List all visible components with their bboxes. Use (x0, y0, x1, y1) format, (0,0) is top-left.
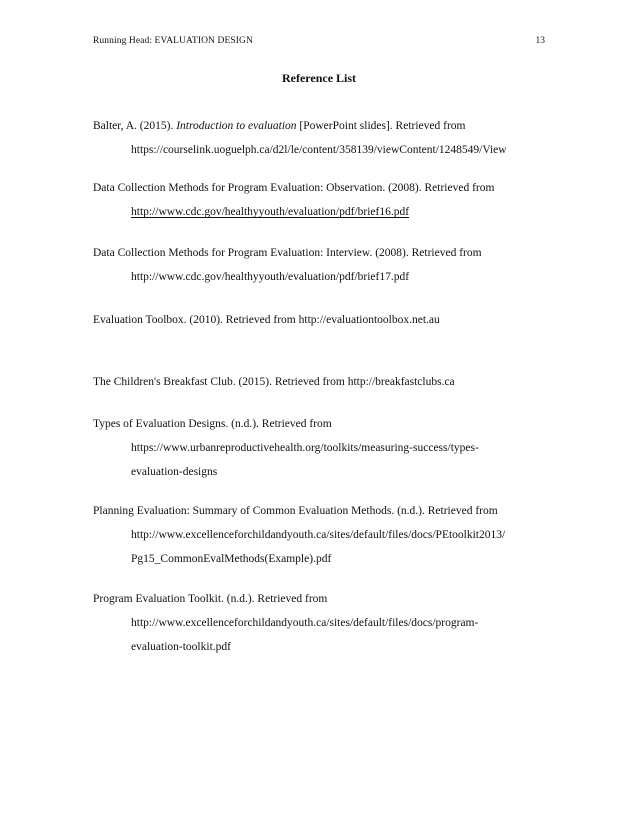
reference-entry (93, 587, 553, 659)
reference-author: Balter, A. (2015). (93, 120, 174, 132)
running-head: Running Head: EVALUATION DESIGN (93, 36, 253, 46)
reference-text: [PowerPoint slides]. Retrieved from (299, 120, 466, 132)
reference-entry (93, 308, 553, 332)
reference-url[interactable]: http://www.excellenceforchildandyouth.ca/sites/default/files/docs/PEtoolkit2013/ (131, 529, 506, 541)
reference-url-continued[interactable]: evaluation-toolkit.pdf (131, 641, 231, 653)
reference-line: Evaluation Toolbox. (2010). Retrieved from http://evaluationtoolbox.net.au (93, 314, 440, 326)
reference-url[interactable]: http://www.excellenceforchildandyouth.ca/sites/default/files/docs/program- (131, 617, 479, 629)
reference-url[interactable]: http://www.cdc.gov/healthyyouth/evaluation/pdf/brief17.pdf (131, 271, 410, 283)
reference-line: The Children's Breakfast Club. (2015). Retrieved from http://breakfastclubs.ca (93, 376, 455, 388)
reference-line (93, 114, 553, 138)
reference-url-continued[interactable]: evaluation-designs (131, 466, 218, 478)
reference-line: Data Collection Methods for Program Evaluation: Interview. (2008). Retrieved from (93, 247, 482, 259)
reference-url[interactable]: https://www.urbanreproductivehealth.org/toolkits/measuring-success/types- (131, 442, 479, 454)
reference-line: Types of Evaluation Designs. (n.d.). Retrieved from (93, 418, 332, 430)
reference-entry (93, 499, 553, 571)
reference-url-continued[interactable]: Pg15_CommonEvalMethods(Example).pdf (131, 553, 332, 565)
reference-entry (93, 370, 553, 394)
reference-url[interactable]: http://www.cdc.gov/healthyyouth/evaluation/pdf/brief16.pdf (131, 206, 410, 218)
page-number: 13 (535, 36, 545, 46)
reference-entry (93, 114, 553, 162)
reference-line: Planning Evaluation: Summary of Common Evaluation Methods. (n.d.). Retrieved from (93, 505, 498, 517)
reference-line: Program Evaluation Toolkit. (n.d.). Retrieved from (93, 593, 328, 605)
reference-list-title: Reference List (281, 71, 357, 85)
reference-line: Data Collection Methods for Program Evaluation: Observation. (2008). Retrieved from (93, 182, 495, 194)
reference-entry (93, 412, 553, 484)
reference-url[interactable]: https://courselink.uoguelph.ca/d2l/le/content/358139/viewContent/1248549/View (131, 144, 507, 156)
reference-entry (93, 241, 553, 289)
reference-entry (93, 176, 553, 224)
reference-work-title: Introduction to evaluation (176, 120, 297, 132)
